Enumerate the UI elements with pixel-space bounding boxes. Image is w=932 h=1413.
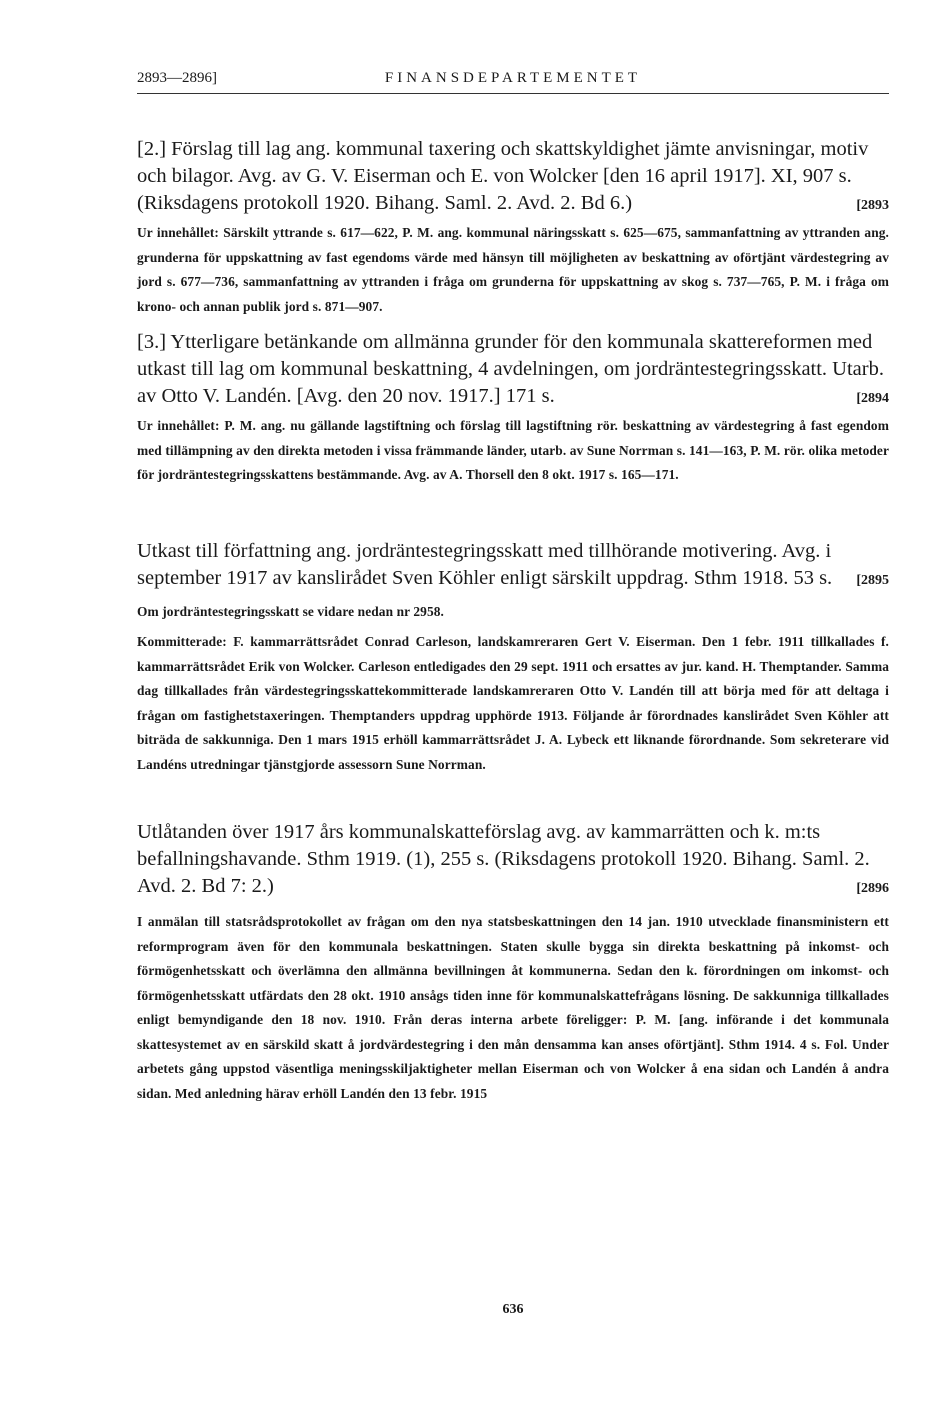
department-title: FINANSDEPARTEMENTET	[384, 70, 642, 86]
entry-note: Ur innehållet: Särskilt yttrande s. 617—622, P. M. ang. kommunal näringsskatt s. 625—675, sammanfattning av yttranden ang. grunderna för uppskattning av fast egendoms värde med hänsyn till möjligheten av beskattning av oförtjänt värdestegring av jord s. 677—736, sammanfattning av yttranden i fråga om grunderna för uppskattning av skog s. 737—765, P. M. i fråga om krono- och annan publik jord s. 871—907.	[137, 225, 889, 314]
entry-number: [2895	[856, 572, 889, 588]
entry-2894	[137, 329, 889, 488]
entry-2893	[137, 136, 889, 319]
entry-title: [2.] Förslag till lag ang. kommunal taxering och skattskyldighet jämte anvisningar, motiv och bilagor. Avg. av G. V. Eiserman och E. von Wolcker [den 16 april 1917]. XI, 907 s. (Riksdagens protokoll 1920. Bihang. Saml. 2. Avd. 2. Bd 6.) [2893	[137, 136, 889, 217]
entry-2896	[137, 819, 889, 1106]
entry-number: [2893	[856, 198, 889, 213]
page-number: 636	[502, 1302, 524, 1317]
document-page	[137, 70, 889, 1317]
entry-title: [3.] Ytterligare betänkande om allmänna grunder för den kommunala skattereformen med utkast till lag om kommunal beskattning, 4 avdelningen, om jordräntestegringsskatt. Utarb. av Otto V. Landén. [Avg. den 20 nov. 1917.] 171 s. [2894	[137, 329, 889, 410]
entry-number: [2894	[856, 391, 889, 406]
running-header	[137, 70, 889, 94]
entry-title: Utkast till författning ang. jordräntestegringsskatt med tillhörande motivering. Avg. i september 1917 av kanslirådet Sven Köhler enligt särskilt uppdrag. Sthm 1918. 53 s. [2895	[137, 538, 889, 592]
entry-note: Om jordräntestegringsskatt se vidare nedan nr 2958.	[137, 603, 445, 619]
entry-2895	[137, 538, 889, 778]
entry-note: I anmälan till statsrådsprotokollet av frågan om den nya statsbeskattningen den 14 jan. 1910 utvecklade finansministern ett reformprogram även för den kommunala beskattningen. Staten skulle bygga sin direkta beskattning på inkomst- och förmögenhetsskatt och överlämna den allmänna bevillningen åt kommunerna. Sedan den k. förordningen om inkomst- och förmögenhetsskatt utfärdats den 28 okt. 1910 ansågs tiden inne för kommunalskattefrågans lösning. De sakkunniga tillkallades enligt bemyndigande den 18 nov. 1910. Från deras interna arbete föreligger: P. M. [ang. införande i det kommunala skattesystemet av en särskild skatt å jordvärdestegring i den mån densamma kan anses oförtjänt]. Sthm 1914. 4 s. Fol. Under arbetets gång uppstod väsentliga meningsskiljaktigheter mellan Eiserman och von Wolcker å ena sidan och Landén å andra sidan. Med anledning härav erhöll Landén den 13 febr. 1915	[137, 914, 889, 1101]
entry-range: 2893—2896]	[137, 70, 217, 86]
entry-note: Ur innehållet: P. M. ang. nu gällande lagstiftning och förslag till lagstiftning rör. beskattning av värdestegring å fast egendom med tillämpning av den direkta metoden i vissa främmande länder, utarb. av Sune Norrman s. 141—163, P. M. rör. olika metoder för jordräntestegringsskattens bestämmande. Avg. av A. Thorsell den 8 okt. 1917 s. 165—171.	[137, 418, 889, 482]
committee-note: Kommitterade: F. kammarrättsrådet Conrad Carleson, landskamreraren Gert V. Eiserman. Den 1 febr. 1911 tillkallades f. kammarrättsrådet Erik von Wolcker. Carleson entledigades den 29 sept. 1911 och ersattes av jur. kand. H. Themptander. Samma dag tillkallades från värdestegringsskattekommitterade landskamreraren Otto V. Landén till att börja med för att deltaga i frågan om fastighetstaxeringen. Themptanders uppdrag upphörde 1913. Följande år förordnades kanslirådet Sven Köhler att biträda de sakkunniga. Den 1 mars 1915 erhöll kammarrättsrådet J. A. Lybeck ett liknande förordnande. Som sekreterare vid Landéns utredningar tjänstgjorde assessorn Sune Norrman.	[137, 634, 889, 772]
entry-title: Utlåtanden över 1917 års kommunalskatteförslag avg. av kammarrätten och k. m:ts befallningshavande. Sthm 1919. (1), 255 s. (Riksdagens protokoll 1920. Bihang. Saml. 2. Avd. 2. Bd 7: 2.) [2896	[137, 819, 889, 900]
entry-number: [2896	[856, 881, 889, 896]
